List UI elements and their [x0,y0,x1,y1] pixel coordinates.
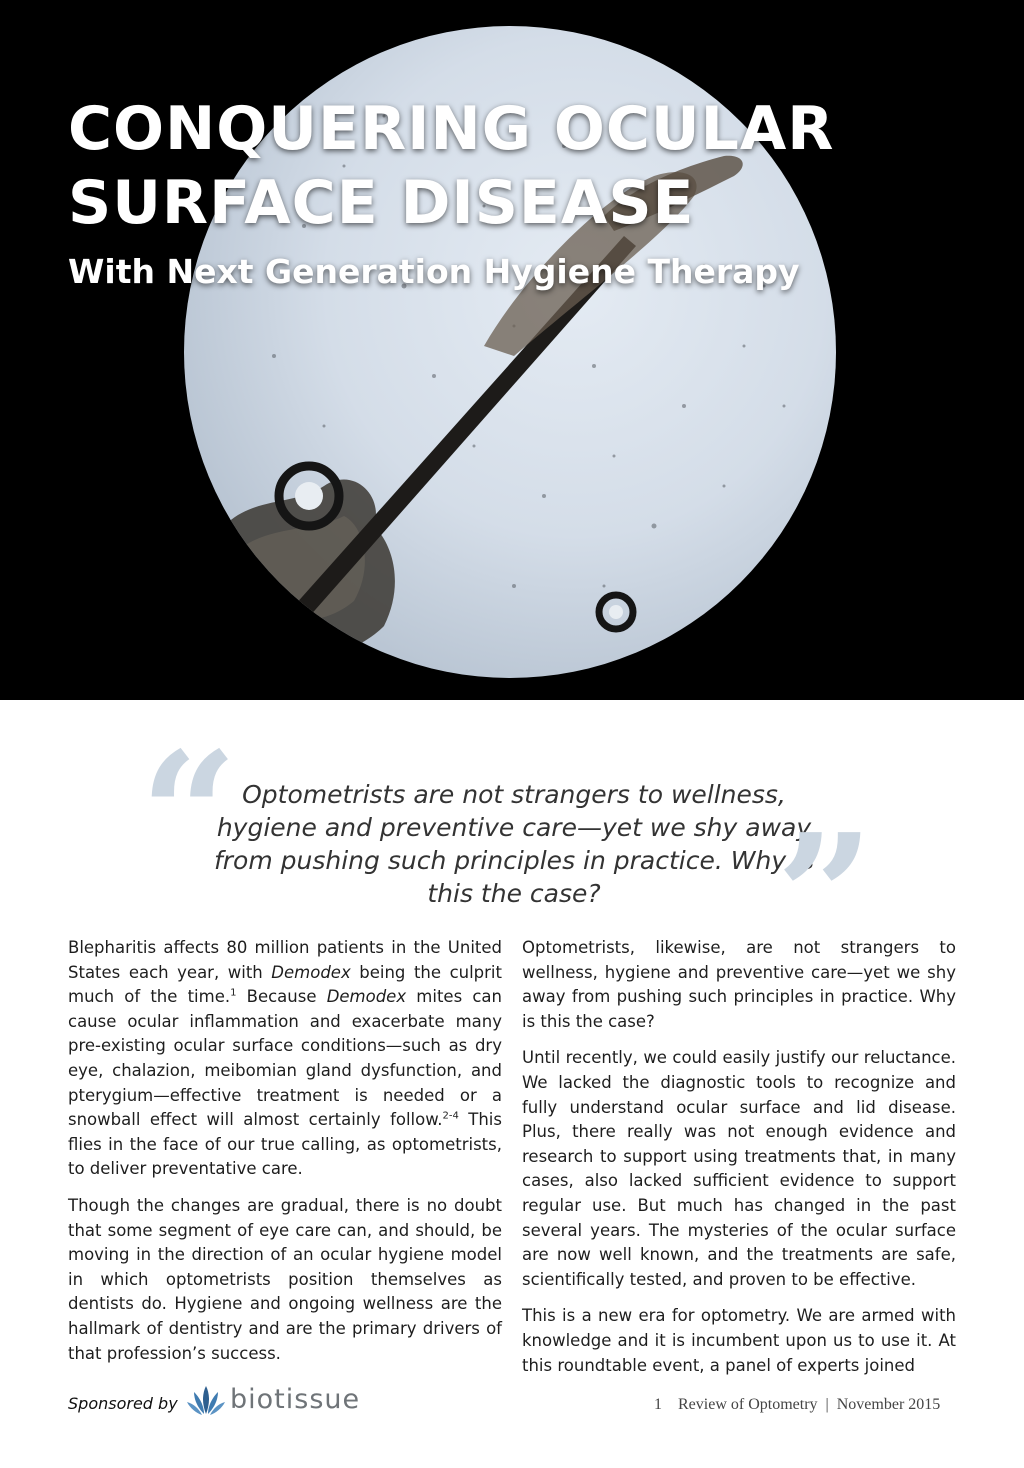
title-line-2: SURFACE DISEASE [68,168,695,238]
hero-banner [0,0,1024,700]
right-paragraph-1: Optometrists, likewise, are not strangers to wellness, hygiene and preventive care—yet we shy away from pushing such principles in practice. Why is this the case? [522,938,956,1031]
italic-term: Demodex [326,987,407,1007]
lotus-icon [186,1384,226,1418]
citation-superscript: 2-4 [442,1110,459,1122]
publication-date: November 2015 [836,1396,941,1413]
open-quote-mark-icon: “ [140,715,238,915]
page-subtitle: With Next Generation Hygiene Therapy [68,252,800,291]
body-column-right [522,936,956,1390]
page-title [68,92,834,240]
right-paragraph-3: This is a new era for optometry. We are armed with knowledge and it is incumbent upon us to use it. At this roundtable event, a panel of experts joined [522,1306,956,1375]
footer-separator: | [825,1396,829,1413]
text-run: Because [236,987,327,1007]
sponsored-by-label: Sponsored by [68,1394,178,1413]
citation-superscript: 1 [230,987,237,999]
right-paragraph-2: Until recently, we could easily justify our reluctance. We lacked the diagnostic tools to recognize and fully understand ocular surface and lid disease. Plus, there really was not enough evidence and research to support using treatments that, in many cases, also lacked sufficient evidence to support regular use. But much has changed in the past several years. The mysteries of the ocular surface are now well known, and the treatments are safe, scientifically tested, and proven to be effective. [522,1048,956,1289]
publication-name: Review of Optometry [678,1396,818,1413]
text-run: being the culprit much of the time. [68,962,502,1007]
text-run: Blepharitis affects 80 million patients in the United States each year, with [68,938,502,982]
text-run: mites can cause ocular inflammation and exacerbate many pre-existing ocular surface conditions—such as dry eye, chalazion, meibomian gland dysfunction, and pterygium—effective treatment is needed or a snowball effect will almost certainly follow. [68,987,502,1130]
page-footer [654,1396,940,1414]
page-number: 1 [654,1396,662,1413]
pull-quote: Optometrists are not strangers to wellness, hygiene and preventive care—yet we shy away from pushing such principles in practice. Why is this the case? [213,780,815,908]
left-paragraph-2: Though the changes are gradual, there is no doubt that some segment of eye care can, and should, be moving in the direction of an ocular hygiene model in which optometrists position themselves as dentists do. Hygiene and ongoing wellness are the hallmark of dentistry and are the primary drivers of that profession’s success. [68,1195,502,1363]
text-run: This flies in the face of our true calling, as optometrists, to deliver preventative care. [68,1110,502,1179]
title-line-1: CONQUERING OCULAR [68,94,835,164]
biotissue-logo: biotissue [230,1384,361,1415]
italic-term: Demodex [271,962,351,982]
close-quote-mark-icon: ” [776,797,874,997]
body-column-left [68,936,502,1378]
left-paragraph-1 [68,936,502,1182]
